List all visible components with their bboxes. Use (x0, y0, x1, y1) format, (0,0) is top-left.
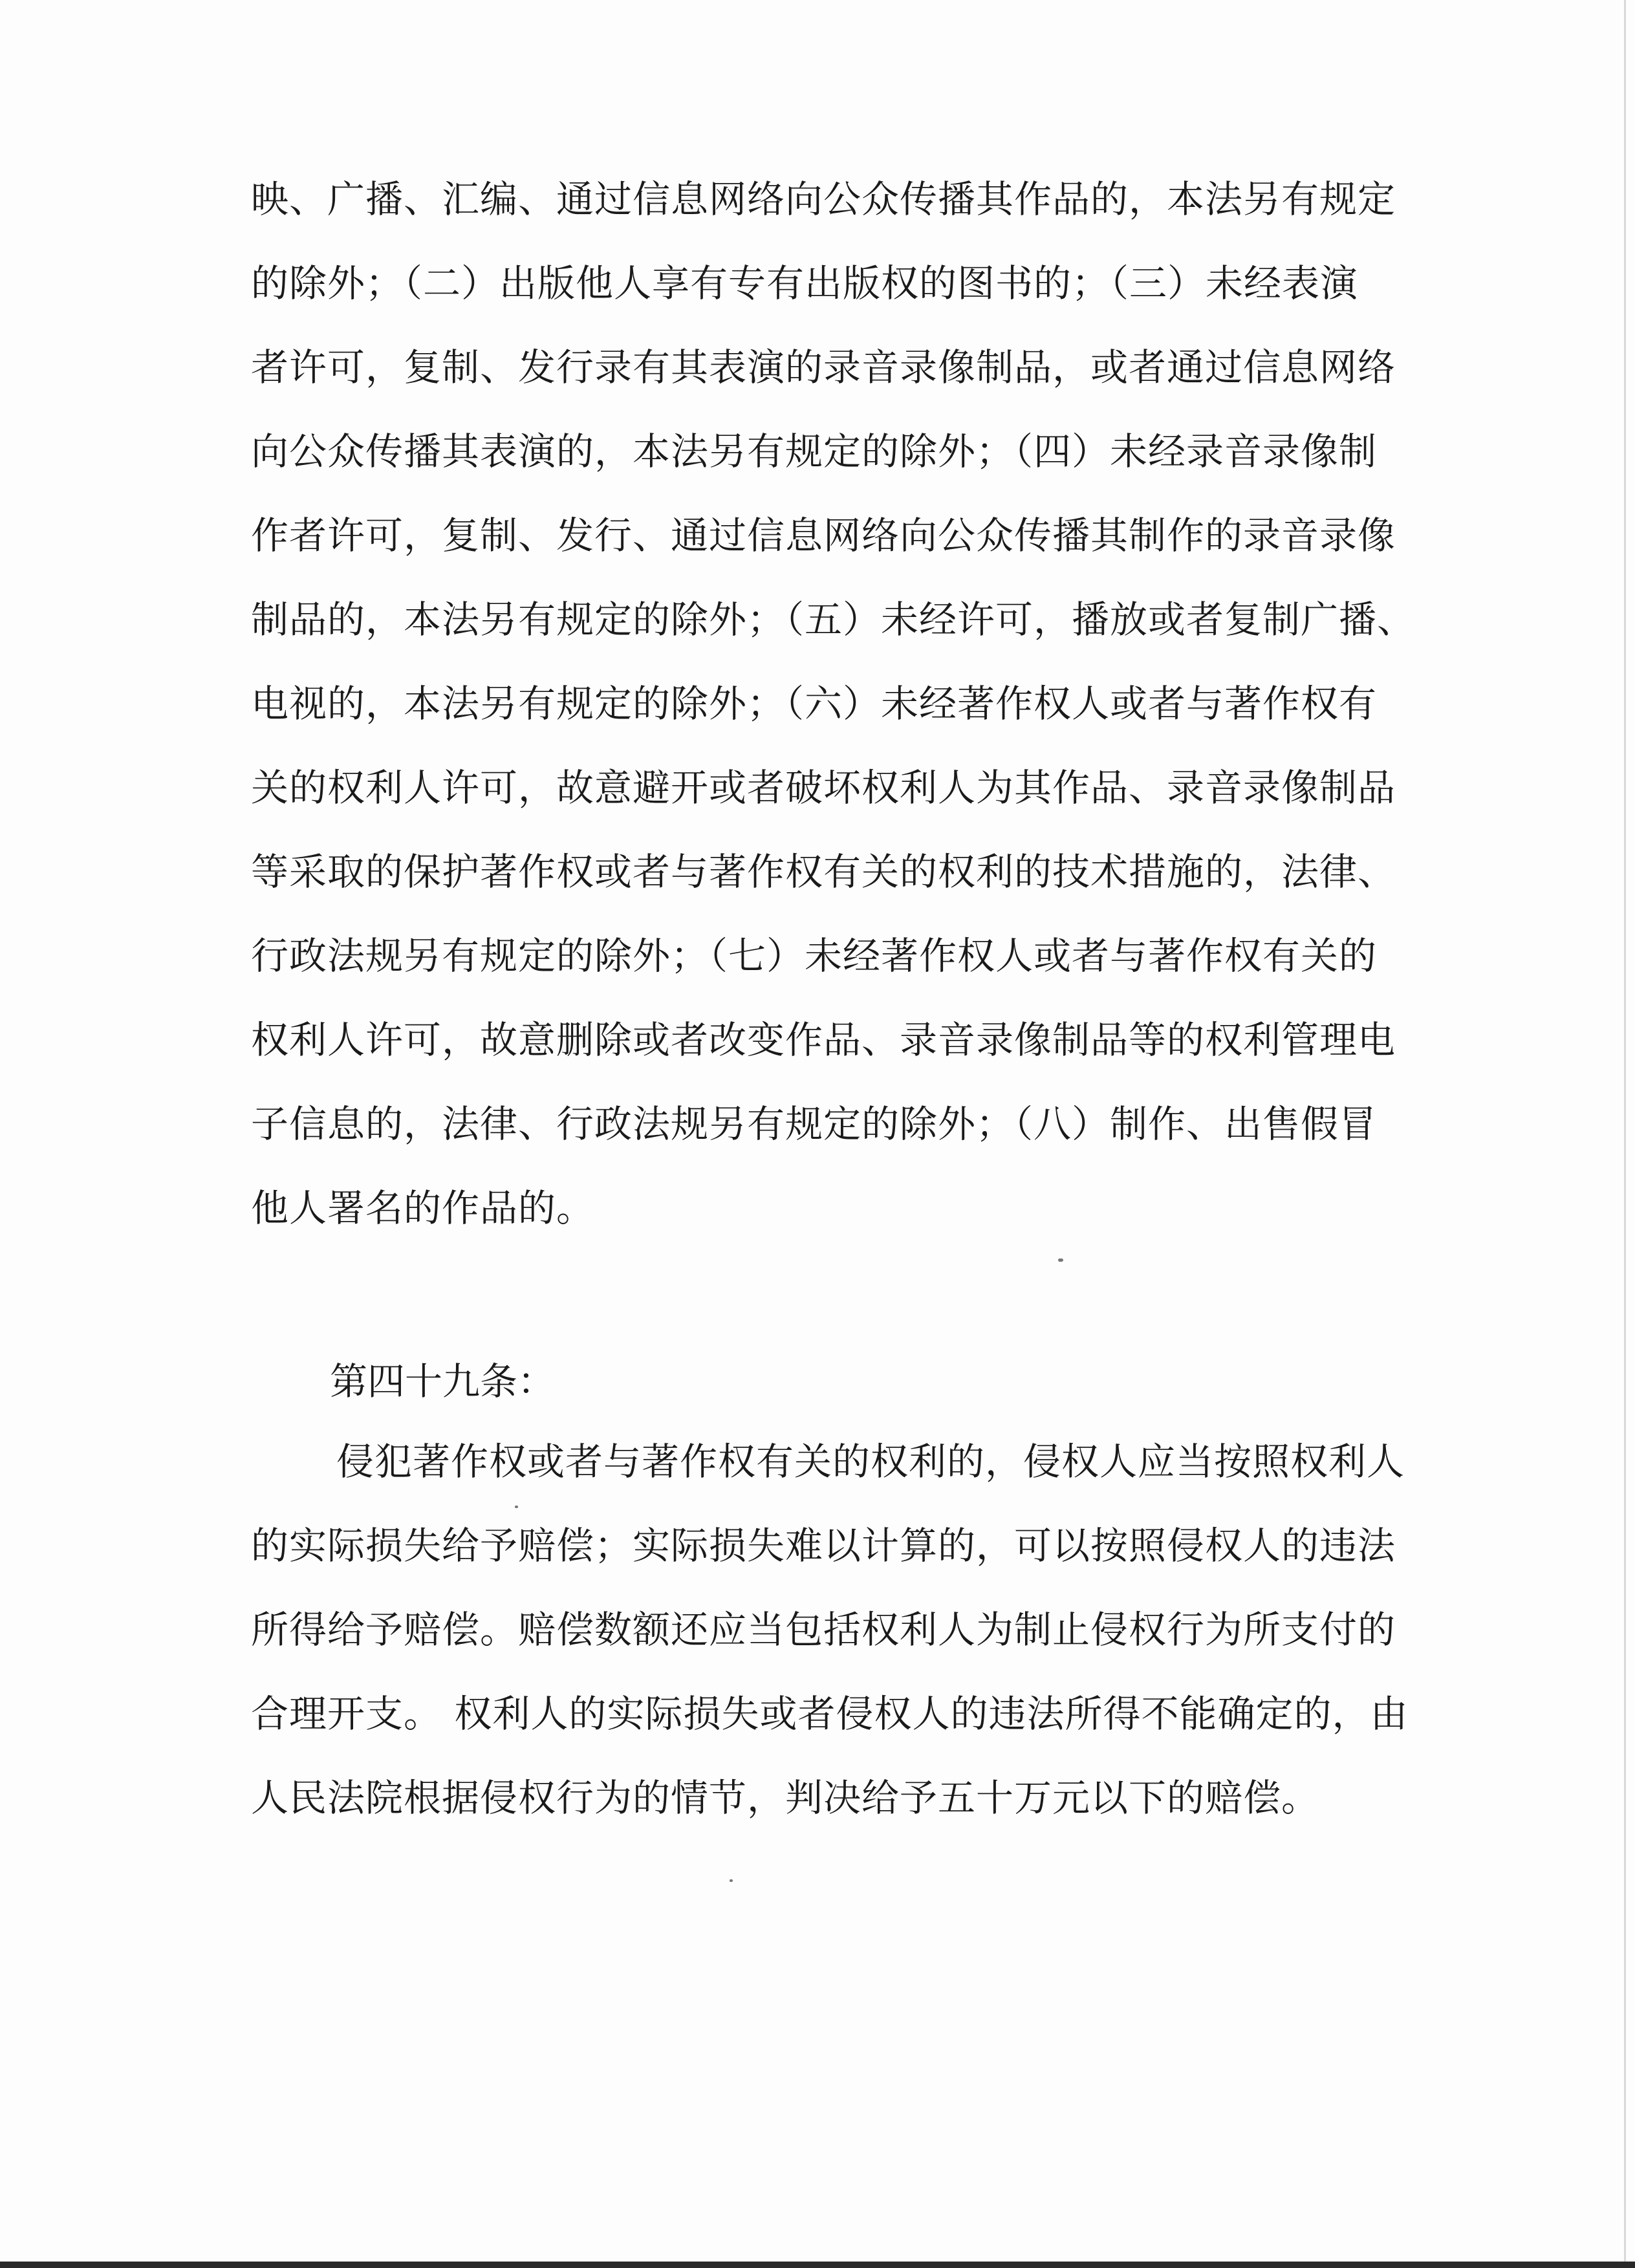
article-line-5: 人民法院根据侵权行为的情节，判决给予五十万元以下的赔偿。 (251, 1776, 1320, 1820)
scan-speck (1058, 1258, 1063, 1262)
paragraph-1-line-8: 关的权利人许可，故意避开或者破坏权利人为其作品、录音录像制品 (251, 766, 1396, 810)
article-line-1: 侵犯著作权或者与著作权有关的权利的，侵权人应当按照权利人 (336, 1440, 1405, 1484)
paragraph-1-line-3: 者许可，复制、发行录有其表演的录音录像制品，或者通过信息网络 (251, 345, 1396, 389)
paragraph-1-line-9: 等采取的保护著作权或者与著作权有关的权利的技术措施的，法律、 (251, 850, 1396, 894)
paragraph-1-line-10: 行政法规另有规定的除外；（七）未经著作权人或者与著作权有关的 (251, 934, 1378, 978)
article-heading: 第四十九条： (330, 1359, 556, 1403)
scan-speck (515, 1506, 518, 1508)
scan-speck (730, 1879, 733, 1882)
paragraph-1-line-6: 制品的，本法另有规定的除外；（五）未经许可，播放或者复制广播、 (251, 598, 1416, 642)
page-edge-right (1624, 0, 1626, 2268)
paragraph-1-line-4: 向公众传播其表演的，本法另有规定的除外；（四）未经录音录像制 (251, 429, 1378, 473)
article-line-2: 的实际损失给予赔偿；实际损失难以计算的，可以按照侵权人的违法 (251, 1524, 1396, 1568)
paragraph-1-line-11: 权利人许可，故意删除或者改变作品、录音录像制品等的权利管理电 (251, 1018, 1396, 1062)
page-edge-bottom (0, 2262, 1635, 2268)
paragraph-1-line-7: 电视的，本法另有规定的除外；（六）未经著作权人或者与著作权有 (251, 682, 1378, 726)
paragraph-1-line-5: 作者许可，复制、发行、通过信息网络向公众传播其制作的录音录像 (251, 513, 1396, 557)
paragraph-1-line-13: 他人署名的作品的。 (251, 1186, 595, 1230)
paragraph-1-line-2: 的除外；（二）出版他人享有专有出版权的图书的；（三）未经表演 (251, 261, 1359, 305)
article-line-3: 所得给予赔偿。赔偿数额还应当包括权利人为制止侵权行为所支付的 (251, 1608, 1396, 1652)
paragraph-1-line-12: 子信息的，法律、行政法规另有规定的除外；（八）制作、出售假冒 (251, 1102, 1378, 1146)
paragraph-1-line-1: 映、广播、汇编、通过信息网络向公众传播其作品的，本法另有规定 (251, 177, 1396, 221)
article-line-4: 合理开支。 权利人的实际损失或者侵权人的违法所得不能确定的，由 (251, 1692, 1409, 1736)
